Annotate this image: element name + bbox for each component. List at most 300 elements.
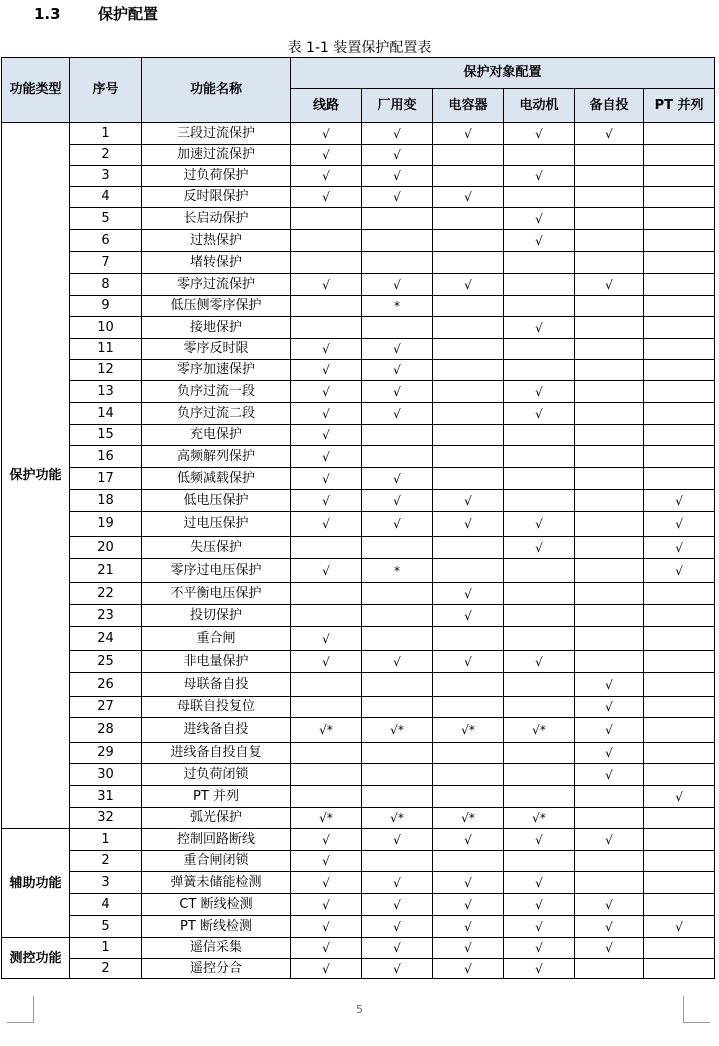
config-mark: √: [504, 872, 575, 894]
config-mark: [504, 583, 575, 605]
config-mark: [644, 872, 715, 894]
row-number: 2: [70, 959, 142, 979]
header-seq: 序号: [70, 58, 142, 123]
config-mark: [575, 490, 644, 512]
config-mark: √*: [504, 808, 575, 829]
config-mark: [504, 851, 575, 872]
config-mark: [291, 786, 362, 808]
table-row: [2, 718, 715, 743]
config-mark: [575, 187, 644, 208]
config-mark: [644, 274, 715, 296]
config-mark: [504, 673, 575, 697]
config-mark: √: [504, 166, 575, 187]
function-name: 零序过电压保护: [142, 559, 291, 583]
row-number: 9: [70, 296, 142, 317]
function-name: 母联自投复位: [142, 697, 291, 718]
header-target-motor: 电动机: [504, 89, 575, 123]
config-mark: √: [291, 651, 362, 673]
config-mark: [362, 673, 433, 697]
config-mark: [575, 872, 644, 894]
config-mark: √: [362, 938, 433, 959]
function-name: 接地保护: [142, 317, 291, 339]
config-mark: [575, 381, 644, 403]
config-mark: √: [504, 938, 575, 959]
table-row: [2, 208, 715, 230]
table-row: [2, 872, 715, 894]
header-target-capacitor: 电容器: [433, 89, 504, 123]
function-name: 零序过流保护: [142, 274, 291, 296]
row-number: 29: [70, 743, 142, 764]
row-number: 19: [70, 512, 142, 537]
row-number: 8: [70, 274, 142, 296]
config-mark: √: [362, 829, 433, 851]
row-number: 3: [70, 166, 142, 187]
config-mark: √: [291, 446, 362, 468]
config-mark: [504, 743, 575, 764]
config-mark: [575, 446, 644, 468]
config-mark: [504, 187, 575, 208]
config-mark: √: [433, 583, 504, 605]
config-mark: [575, 425, 644, 446]
table-row: [2, 360, 715, 381]
config-mark: [362, 446, 433, 468]
row-number: 21: [70, 559, 142, 583]
config-mark: [644, 145, 715, 166]
table-row: [2, 894, 715, 916]
config-mark: √: [575, 673, 644, 697]
config-mark: √: [291, 959, 362, 979]
config-mark: √: [362, 959, 433, 979]
config-mark: √: [291, 145, 362, 166]
config-mark: √: [644, 537, 715, 559]
config-mark: √: [433, 872, 504, 894]
table-row: [2, 339, 715, 360]
config-mark: [504, 296, 575, 317]
config-mark: [362, 537, 433, 559]
config-mark: [362, 583, 433, 605]
config-mark: √: [362, 651, 433, 673]
config-mark: √: [433, 187, 504, 208]
function-name: 低电压保护: [142, 490, 291, 512]
config-mark: [575, 559, 644, 583]
config-mark: [504, 360, 575, 381]
config-mark: √: [362, 512, 433, 537]
config-mark: [644, 381, 715, 403]
config-mark: √: [504, 230, 575, 252]
config-mark: [433, 403, 504, 425]
row-number: 26: [70, 673, 142, 697]
table-row: [2, 743, 715, 764]
config-mark: [362, 230, 433, 252]
table-row: [2, 490, 715, 512]
config-mark: √: [362, 145, 433, 166]
row-number: 5: [70, 208, 142, 230]
config-mark: [504, 605, 575, 627]
header-target-station-transformer: 厂用变: [362, 89, 433, 123]
function-name: 负序过流一段: [142, 381, 291, 403]
function-name: 投切保护: [142, 605, 291, 627]
function-name: 三段过流保护: [142, 123, 291, 145]
row-number: 7: [70, 252, 142, 274]
config-mark: [575, 403, 644, 425]
config-mark: [291, 208, 362, 230]
table-row: [2, 583, 715, 605]
function-name: 母联备自投: [142, 673, 291, 697]
config-mark: √: [291, 274, 362, 296]
table-row: [2, 145, 715, 166]
function-name: 弹簧未储能检测: [142, 872, 291, 894]
table-row: [2, 627, 715, 651]
config-mark: [644, 425, 715, 446]
config-mark: √: [291, 829, 362, 851]
config-mark: [433, 743, 504, 764]
config-mark: [362, 605, 433, 627]
config-mark: √: [433, 123, 504, 145]
table-row: [2, 230, 715, 252]
config-mark: [575, 627, 644, 651]
config-mark: √: [362, 166, 433, 187]
table-row: [2, 296, 715, 317]
config-mark: √: [575, 894, 644, 916]
function-name: CT 断线检测: [142, 894, 291, 916]
config-mark: [362, 425, 433, 446]
config-mark: [575, 851, 644, 872]
row-number: 27: [70, 697, 142, 718]
table-row: [2, 673, 715, 697]
row-number: 23: [70, 605, 142, 627]
config-mark: [644, 252, 715, 274]
config-mark: √: [504, 123, 575, 145]
config-mark: [504, 559, 575, 583]
function-name: 非电量保护: [142, 651, 291, 673]
config-mark: [644, 605, 715, 627]
config-mark: [433, 697, 504, 718]
config-mark: √: [362, 381, 433, 403]
section-title: 保护配置: [98, 5, 159, 23]
config-mark: [575, 296, 644, 317]
config-mark: [362, 697, 433, 718]
table-row: [2, 537, 715, 559]
config-mark: √: [291, 468, 362, 490]
config-mark: [644, 446, 715, 468]
function-name: PT 并列: [142, 786, 291, 808]
row-number: 32: [70, 808, 142, 829]
config-mark: [575, 651, 644, 673]
config-mark: [433, 166, 504, 187]
row-number: 1: [70, 829, 142, 851]
config-mark: √: [291, 166, 362, 187]
config-mark: [291, 252, 362, 274]
config-mark: [291, 537, 362, 559]
config-mark: [362, 208, 433, 230]
config-mark: √: [362, 360, 433, 381]
row-number: 18: [70, 490, 142, 512]
config-mark: √: [433, 651, 504, 673]
config-mark: [504, 490, 575, 512]
config-mark: √: [291, 627, 362, 651]
function-name: 控制回路断线: [142, 829, 291, 851]
config-mark: *: [362, 559, 433, 583]
function-name: 加速过流保护: [142, 145, 291, 166]
function-name: 反时限保护: [142, 187, 291, 208]
config-mark: [504, 697, 575, 718]
config-mark: [644, 829, 715, 851]
config-mark: [644, 208, 715, 230]
config-mark: √: [362, 490, 433, 512]
config-mark: [644, 230, 715, 252]
config-mark: √: [291, 559, 362, 583]
table-row: [2, 808, 715, 829]
config-mark: [362, 317, 433, 339]
config-mark: [433, 559, 504, 583]
row-number: 2: [70, 851, 142, 872]
config-mark: [575, 786, 644, 808]
config-mark: [575, 583, 644, 605]
table-row: [2, 317, 715, 339]
config-mark: [433, 786, 504, 808]
config-mark: [575, 468, 644, 490]
function-name: 低压侧零序保护: [142, 296, 291, 317]
config-mark: [644, 673, 715, 697]
config-mark: [644, 697, 715, 718]
function-name: 进线备自投: [142, 718, 291, 743]
page-number: 5: [356, 1003, 363, 1016]
config-mark: √: [362, 274, 433, 296]
function-name: 零序反时限: [142, 339, 291, 360]
row-number: 1: [70, 123, 142, 145]
config-mark: √: [362, 339, 433, 360]
config-mark: [644, 743, 715, 764]
config-mark: [433, 381, 504, 403]
config-mark: [575, 605, 644, 627]
config-mark: [575, 512, 644, 537]
table-row: [2, 559, 715, 583]
config-mark: √*: [433, 718, 504, 743]
config-mark: √: [575, 743, 644, 764]
config-mark: √: [433, 938, 504, 959]
config-mark: [575, 360, 644, 381]
config-mark: √: [433, 512, 504, 537]
config-mark: [362, 252, 433, 274]
config-mark: [644, 583, 715, 605]
row-number: 1: [70, 938, 142, 959]
config-mark: [433, 360, 504, 381]
config-mark: √*: [362, 718, 433, 743]
row-number: 6: [70, 230, 142, 252]
table-row: [2, 381, 715, 403]
config-mark: √: [433, 490, 504, 512]
config-mark: [433, 296, 504, 317]
row-number: 2: [70, 145, 142, 166]
config-mark: [644, 627, 715, 651]
config-mark: √: [433, 274, 504, 296]
table-row: [2, 468, 715, 490]
config-mark: [504, 145, 575, 166]
config-mark: [291, 764, 362, 786]
config-mark: √: [291, 512, 362, 537]
row-number: 13: [70, 381, 142, 403]
config-mark: [644, 938, 715, 959]
header-target-pt-parallel: PT 并列: [644, 89, 715, 123]
config-mark: [504, 786, 575, 808]
table-caption: 表 1-1 装置保护配置表: [287, 40, 432, 56]
config-mark: √: [504, 537, 575, 559]
config-mark: √: [504, 381, 575, 403]
config-mark: √: [291, 381, 362, 403]
config-mark: [362, 627, 433, 651]
config-mark: [504, 446, 575, 468]
config-mark: √: [362, 894, 433, 916]
group-label: 辅助功能: [2, 829, 70, 938]
config-mark: [291, 296, 362, 317]
config-mark: √*: [291, 718, 362, 743]
config-mark: [644, 187, 715, 208]
config-mark: [433, 446, 504, 468]
group-label: 测控功能: [2, 938, 70, 979]
function-name: 重合闸闭锁: [142, 851, 291, 872]
config-mark: [433, 851, 504, 872]
config-mark: [644, 123, 715, 145]
row-number: 22: [70, 583, 142, 605]
row-number: 20: [70, 537, 142, 559]
config-mark: [433, 764, 504, 786]
function-name: 重合闸: [142, 627, 291, 651]
config-mark: [575, 230, 644, 252]
config-mark: √: [433, 829, 504, 851]
config-mark: [433, 317, 504, 339]
row-number: 3: [70, 872, 142, 894]
config-mark: √*: [362, 808, 433, 829]
config-mark: √: [362, 872, 433, 894]
table-row: [2, 851, 715, 872]
config-mark: [644, 808, 715, 829]
config-mark: [644, 166, 715, 187]
table-row: [2, 274, 715, 296]
row-number: 10: [70, 317, 142, 339]
config-mark: √*: [433, 808, 504, 829]
config-mark: [504, 468, 575, 490]
config-mark: √: [433, 916, 504, 938]
config-mark: √*: [291, 808, 362, 829]
row-number: 11: [70, 339, 142, 360]
function-name: 遥信采集: [142, 938, 291, 959]
config-mark: √: [644, 512, 715, 537]
config-mark: √: [575, 829, 644, 851]
config-mark: [644, 959, 715, 979]
table-body: [2, 123, 715, 979]
config-mark: [291, 230, 362, 252]
table-row: [2, 651, 715, 673]
function-name: 长启动保护: [142, 208, 291, 230]
config-mark: [362, 851, 433, 872]
function-name: 零序加速保护: [142, 360, 291, 381]
config-mark: √: [362, 916, 433, 938]
config-mark: [433, 673, 504, 697]
function-name: 堵转保护: [142, 252, 291, 274]
config-mark: [433, 627, 504, 651]
row-number: 16: [70, 446, 142, 468]
row-number: 24: [70, 627, 142, 651]
config-mark: √: [504, 403, 575, 425]
config-mark: √: [291, 872, 362, 894]
config-mark: [433, 468, 504, 490]
config-mark: √: [291, 360, 362, 381]
config-mark: [575, 959, 644, 979]
config-mark: √: [575, 764, 644, 786]
table-row: [2, 959, 715, 979]
group-label: 保护功能: [2, 123, 70, 829]
header-target-line: 线路: [291, 89, 362, 123]
config-mark: √: [433, 894, 504, 916]
config-mark: [433, 425, 504, 446]
function-name: 低频减载保护: [142, 468, 291, 490]
config-mark: [291, 583, 362, 605]
config-mark: [433, 145, 504, 166]
config-mark: [644, 468, 715, 490]
config-mark: [291, 317, 362, 339]
config-mark: [504, 627, 575, 651]
config-mark: [575, 145, 644, 166]
config-mark: √: [504, 829, 575, 851]
table-row: [2, 446, 715, 468]
config-mark: [433, 252, 504, 274]
config-mark: [433, 208, 504, 230]
config-mark: [575, 808, 644, 829]
table-row: [2, 252, 715, 274]
function-name: 弧光保护: [142, 808, 291, 829]
table-row: [2, 764, 715, 786]
table-row: [2, 829, 715, 851]
config-mark: √: [291, 123, 362, 145]
config-mark: [291, 697, 362, 718]
config-mark: [575, 537, 644, 559]
config-mark: √: [291, 851, 362, 872]
protection-config-table: [1, 57, 715, 979]
config-mark: √: [575, 274, 644, 296]
table-row: [2, 786, 715, 808]
config-mark: √: [291, 938, 362, 959]
config-mark: √: [575, 916, 644, 938]
config-mark: [644, 317, 715, 339]
config-mark: [291, 673, 362, 697]
config-mark: [362, 743, 433, 764]
config-mark: √: [644, 786, 715, 808]
table-row: [2, 166, 715, 187]
function-name: 充电保护: [142, 425, 291, 446]
config-mark: [644, 360, 715, 381]
function-name: 过负荷闭锁: [142, 764, 291, 786]
config-mark: [433, 537, 504, 559]
config-mark: [644, 851, 715, 872]
function-name: 过电压保护: [142, 512, 291, 537]
config-mark: √: [291, 187, 362, 208]
config-mark: [433, 230, 504, 252]
header-name: 功能名称: [142, 58, 291, 123]
config-mark: √: [575, 697, 644, 718]
config-mark: [362, 786, 433, 808]
config-mark: √: [291, 425, 362, 446]
row-number: 12: [70, 360, 142, 381]
config-mark: [644, 894, 715, 916]
table-row: [2, 697, 715, 718]
config-mark: √: [504, 317, 575, 339]
function-name: 负序过流二段: [142, 403, 291, 425]
row-number: 31: [70, 786, 142, 808]
config-mark: [644, 296, 715, 317]
config-mark: [575, 317, 644, 339]
row-number: 30: [70, 764, 142, 786]
function-name: PT 断线检测: [142, 916, 291, 938]
